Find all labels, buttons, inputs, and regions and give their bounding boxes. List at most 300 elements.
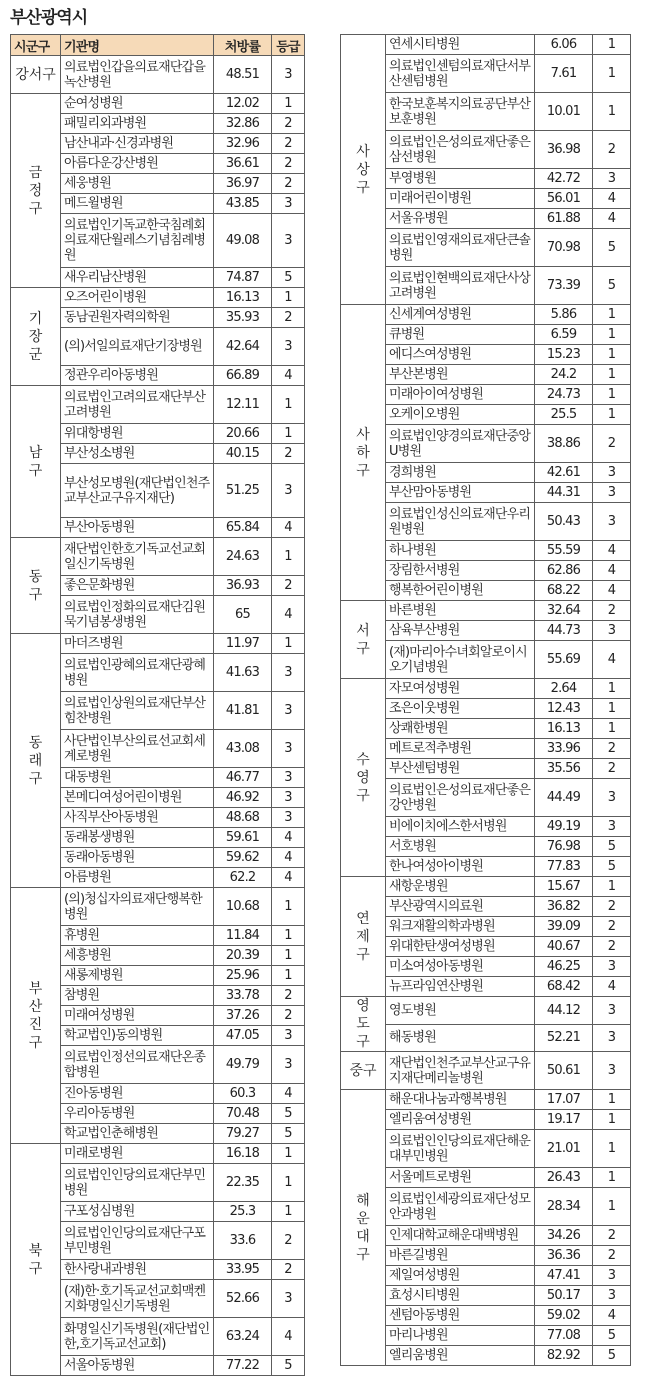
rate-value: 70.98 bbox=[535, 229, 593, 267]
institution-name: 부산성모병원(재단법인천주교부산교구유지재단) bbox=[61, 464, 214, 518]
institution-name: 마더즈병원 bbox=[61, 634, 214, 654]
institution-name: 비에이치에스한서병원 bbox=[386, 817, 535, 837]
district-cell: 동 래 구 bbox=[11, 634, 61, 888]
rate-value: 44.12 bbox=[535, 997, 593, 1025]
grade-value: 2 bbox=[593, 1226, 631, 1246]
rate-value: 37.26 bbox=[214, 1006, 272, 1026]
rate-value: 74.87 bbox=[214, 268, 272, 288]
institution-name: 부산성소병원 bbox=[61, 444, 214, 464]
rate-value: 25.5 bbox=[535, 405, 593, 425]
grade-value: 2 bbox=[593, 425, 631, 463]
institution-name: 동래봉생병원 bbox=[61, 828, 214, 848]
grade-value: 3 bbox=[593, 817, 631, 837]
institution-name: 의료법인정화의료재단김원묵기념봉생병원 bbox=[61, 596, 214, 634]
institution-name: (재)한·호기독교선교회맥켄지화명일신기독병원 bbox=[61, 1280, 214, 1318]
grade-value: 1 bbox=[593, 679, 631, 699]
institution-name: 삼육부산병원 bbox=[386, 621, 535, 641]
table-row bbox=[11, 634, 305, 654]
grade-value: 4 bbox=[593, 209, 631, 229]
rate-value: 62.2 bbox=[214, 868, 272, 888]
institution-name: 참병원 bbox=[61, 986, 214, 1006]
institution-name: 아름병원 bbox=[61, 868, 214, 888]
table-row bbox=[11, 888, 305, 926]
rate-value: 73.39 bbox=[535, 267, 593, 305]
grade-value: 1 bbox=[272, 966, 305, 986]
table-row bbox=[11, 386, 305, 424]
grade-value: 1 bbox=[272, 1202, 305, 1222]
grade-value: 5 bbox=[272, 1104, 305, 1124]
grade-value: 1 bbox=[593, 1130, 631, 1168]
institution-name: 진아동병원 bbox=[61, 1084, 214, 1104]
institution-name: 사단법인부산의료선교회세계로병원 bbox=[61, 730, 214, 768]
grade-value: 4 bbox=[272, 848, 305, 868]
institution-name: 의료법인영재의료재단큰솔병원 bbox=[386, 229, 535, 267]
institution-name: 의료법인갑을의료재단갑을녹산병원 bbox=[61, 56, 214, 94]
rate-value: 22.35 bbox=[214, 1164, 272, 1202]
institution-name: 의료법인인당의료재단해운대부민병원 bbox=[386, 1130, 535, 1168]
rate-value: 61.88 bbox=[535, 209, 593, 229]
rate-value: 59.61 bbox=[214, 828, 272, 848]
grade-value: 2 bbox=[272, 986, 305, 1006]
institution-name: 새우리남산병원 bbox=[61, 268, 214, 288]
institution-name: 의료법인고려의료재단부산고려병원 bbox=[61, 386, 214, 424]
header-row bbox=[11, 35, 305, 56]
rate-value: 50.61 bbox=[535, 1052, 593, 1090]
rate-value: 12.02 bbox=[214, 94, 272, 114]
rate-value: 82.92 bbox=[535, 1346, 593, 1366]
institution-name: 미래로병원 bbox=[61, 1144, 214, 1164]
grade-value: 2 bbox=[272, 308, 305, 328]
institution-name: 미래여성병원 bbox=[61, 1006, 214, 1026]
institution-name: 우리아동병원 bbox=[61, 1104, 214, 1124]
institution-name: 오케이오병원 bbox=[386, 405, 535, 425]
right-table bbox=[340, 34, 631, 1366]
grade-value: 2 bbox=[593, 917, 631, 937]
grade-value: 5 bbox=[593, 857, 631, 877]
rate-value: 35.56 bbox=[535, 759, 593, 779]
institution-name: (재)마리아수녀회알로이시오기념병원 bbox=[386, 641, 535, 679]
institution-name: 큐병원 bbox=[386, 325, 535, 345]
grade-value: 3 bbox=[272, 214, 305, 268]
institution-name: 재단법인한호기독교선교회일신기독병원 bbox=[61, 538, 214, 576]
institution-name: 동래아동병원 bbox=[61, 848, 214, 868]
grade-value: 1 bbox=[593, 877, 631, 897]
rate-value: 76.98 bbox=[535, 837, 593, 857]
rate-value: 52.21 bbox=[535, 1024, 593, 1052]
institution-name: 의료법인정선의료재단온종합병원 bbox=[61, 1046, 214, 1084]
district-cell: 금 정 구 bbox=[11, 94, 61, 288]
district-cell: 동 구 bbox=[11, 538, 61, 634]
page-title: 부산광역시 bbox=[10, 8, 88, 28]
rate-value: 32.96 bbox=[214, 134, 272, 154]
rate-value: 10.68 bbox=[214, 888, 272, 926]
grade-value: 4 bbox=[272, 828, 305, 848]
institution-name: 휴병원 bbox=[61, 926, 214, 946]
institution-name: 패밀리외과병원 bbox=[61, 114, 214, 134]
institution-name: 의료법인성신의료재단우리원병원 bbox=[386, 503, 535, 541]
rate-value: 25.96 bbox=[214, 966, 272, 986]
institution-name: 세흥병원 bbox=[61, 946, 214, 966]
grade-value: 4 bbox=[593, 581, 631, 601]
rate-value: 2.64 bbox=[535, 679, 593, 699]
grade-value: 1 bbox=[593, 305, 631, 325]
institution-name: 새롱제병원 bbox=[61, 966, 214, 986]
grade-value: 3 bbox=[272, 194, 305, 214]
table-row bbox=[341, 1052, 631, 1090]
grade-value: 1 bbox=[593, 405, 631, 425]
left-table bbox=[10, 34, 305, 1376]
grade-value: 4 bbox=[272, 1318, 305, 1356]
rate-value: 65.84 bbox=[214, 518, 272, 538]
grade-value: 1 bbox=[272, 94, 305, 114]
institution-name: 부산맘아동병원 bbox=[386, 483, 535, 503]
district-cell: 사 상 구 bbox=[341, 35, 386, 305]
rate-value: 33.78 bbox=[214, 986, 272, 1006]
grade-value: 1 bbox=[272, 1164, 305, 1202]
rate-value: 49.79 bbox=[214, 1046, 272, 1084]
institution-name: 본메디여성어린이병원 bbox=[61, 788, 214, 808]
district-cell: 중구 bbox=[341, 1052, 386, 1090]
rate-value: 65 bbox=[214, 596, 272, 634]
grade-value: 3 bbox=[272, 788, 305, 808]
rate-value: 6.59 bbox=[535, 325, 593, 345]
table-row bbox=[11, 56, 305, 94]
grade-value: 1 bbox=[272, 926, 305, 946]
grade-value: 5 bbox=[272, 1124, 305, 1144]
institution-name: 의료법인기독교한국침례회의료재단월레스기념침례병원 bbox=[61, 214, 214, 268]
grade-value: 4 bbox=[593, 541, 631, 561]
rate-value: 24.63 bbox=[214, 538, 272, 576]
rate-value: 32.64 bbox=[535, 601, 593, 621]
table-row bbox=[341, 1090, 631, 1110]
grade-value: 5 bbox=[593, 837, 631, 857]
institution-name: 뉴프라임연산병원 bbox=[386, 977, 535, 997]
grade-value: 3 bbox=[593, 1266, 631, 1286]
rate-value: 41.63 bbox=[214, 654, 272, 692]
grade-value: 3 bbox=[272, 1026, 305, 1046]
district-cell: 영 도 구 bbox=[341, 997, 386, 1052]
rate-value: 77.83 bbox=[535, 857, 593, 877]
institution-name: 행복한어린이병원 bbox=[386, 581, 535, 601]
institution-name: 신세계여성병원 bbox=[386, 305, 535, 325]
grade-value: 2 bbox=[593, 897, 631, 917]
grade-value: 1 bbox=[593, 35, 631, 55]
rate-value: 50.17 bbox=[535, 1286, 593, 1306]
grade-value: 3 bbox=[272, 730, 305, 768]
table-row bbox=[11, 1144, 305, 1164]
institution-name: 순여성병원 bbox=[61, 94, 214, 114]
institution-name: 상쾌한병원 bbox=[386, 719, 535, 739]
grade-value: 1 bbox=[593, 699, 631, 719]
institution-name: 메트로적추병원 bbox=[386, 739, 535, 759]
grade-value: 3 bbox=[272, 654, 305, 692]
institution-name: 의료법인은성의료재단좋은삼선병원 bbox=[386, 131, 535, 169]
rate-value: 42.72 bbox=[535, 169, 593, 189]
rate-value: 36.93 bbox=[214, 576, 272, 596]
grade-value: 1 bbox=[593, 719, 631, 739]
rate-value: 36.98 bbox=[535, 131, 593, 169]
rate-value: 44.73 bbox=[535, 621, 593, 641]
grade-value: 4 bbox=[593, 1306, 631, 1326]
institution-name: 미소여성아동병원 bbox=[386, 957, 535, 977]
rate-value: 32.86 bbox=[214, 114, 272, 134]
rate-value: 24.2 bbox=[535, 365, 593, 385]
left-table-body bbox=[11, 56, 305, 1376]
rate-value: 16.18 bbox=[214, 1144, 272, 1164]
grade-value: 3 bbox=[593, 779, 631, 817]
institution-name: 의료법인광혜의료재단광혜병원 bbox=[61, 654, 214, 692]
institution-name: (의)청십자의료재단행복한병원 bbox=[61, 888, 214, 926]
institution-name: 바른병원 bbox=[386, 601, 535, 621]
grade-value: 1 bbox=[593, 1168, 631, 1188]
rate-value: 41.81 bbox=[214, 692, 272, 730]
grade-value: 1 bbox=[272, 288, 305, 308]
rate-value: 63.24 bbox=[214, 1318, 272, 1356]
institution-name: 부산아동병원 bbox=[61, 518, 214, 538]
grade-value: 1 bbox=[593, 1090, 631, 1110]
rate-value: 15.67 bbox=[535, 877, 593, 897]
rate-value: 12.43 bbox=[535, 699, 593, 719]
grade-value: 3 bbox=[593, 1286, 631, 1306]
rate-value: 68.42 bbox=[535, 977, 593, 997]
rate-value: 62.86 bbox=[535, 561, 593, 581]
grade-value: 3 bbox=[593, 957, 631, 977]
institution-name: 부영병원 bbox=[386, 169, 535, 189]
institution-name: 학교법인)동의병원 bbox=[61, 1026, 214, 1046]
institution-name: 의료법인인당의료재단부민병원 bbox=[61, 1164, 214, 1202]
rate-value: 20.66 bbox=[214, 424, 272, 444]
district-cell: 연 제 구 bbox=[341, 877, 386, 997]
grade-value: 3 bbox=[593, 621, 631, 641]
grade-value: 3 bbox=[272, 464, 305, 518]
institution-name: 정관우리아동병원 bbox=[61, 366, 214, 386]
rate-value: 24.73 bbox=[535, 385, 593, 405]
rate-value: 28.34 bbox=[535, 1188, 593, 1226]
rate-value: 7.61 bbox=[535, 55, 593, 93]
grade-value: 2 bbox=[272, 1222, 305, 1260]
institution-name: 서울아동병원 bbox=[61, 1356, 214, 1376]
grade-value: 4 bbox=[272, 518, 305, 538]
grade-value: 4 bbox=[272, 366, 305, 386]
grade-value: 1 bbox=[272, 634, 305, 654]
institution-name: 연세시티병원 bbox=[386, 35, 535, 55]
institution-name: 의료법인상원의료재단부산힘찬병원 bbox=[61, 692, 214, 730]
rate-value: 42.64 bbox=[214, 328, 272, 366]
rate-value: 44.31 bbox=[535, 483, 593, 503]
grade-value: 2 bbox=[272, 154, 305, 174]
rate-value: 56.01 bbox=[535, 189, 593, 209]
grade-value: 2 bbox=[593, 1246, 631, 1266]
grade-value: 3 bbox=[593, 1052, 631, 1090]
rate-value: 10.01 bbox=[535, 93, 593, 131]
institution-name: 의료법인인당의료재단구포부민병원 bbox=[61, 1222, 214, 1260]
district-cell: 남 구 bbox=[11, 386, 61, 538]
rate-value: 59.62 bbox=[214, 848, 272, 868]
rate-value: 11.84 bbox=[214, 926, 272, 946]
rate-value: 50.43 bbox=[535, 503, 593, 541]
rate-value: 77.22 bbox=[214, 1356, 272, 1376]
institution-name: 경희병원 bbox=[386, 463, 535, 483]
grade-value: 2 bbox=[272, 444, 305, 464]
grade-value: 4 bbox=[593, 641, 631, 679]
rate-value: 68.22 bbox=[535, 581, 593, 601]
rate-value: 79.27 bbox=[214, 1124, 272, 1144]
rate-value: 49.19 bbox=[535, 817, 593, 837]
institution-name: 제일여성병원 bbox=[386, 1266, 535, 1286]
grade-value: 1 bbox=[593, 1188, 631, 1226]
institution-name: 남산내과·신경과병원 bbox=[61, 134, 214, 154]
grade-value: 1 bbox=[593, 1110, 631, 1130]
grade-value: 3 bbox=[272, 56, 305, 94]
rate-value: 55.59 bbox=[535, 541, 593, 561]
rate-value: 51.25 bbox=[214, 464, 272, 518]
rate-value: 46.77 bbox=[214, 768, 272, 788]
grade-value: 1 bbox=[593, 55, 631, 93]
grade-value: 2 bbox=[593, 739, 631, 759]
table-row bbox=[341, 35, 631, 55]
institution-name: 엘리움병원 bbox=[386, 1346, 535, 1366]
grade-value: 4 bbox=[593, 561, 631, 581]
rate-value: 49.08 bbox=[214, 214, 272, 268]
grade-value: 5 bbox=[593, 267, 631, 305]
grade-value: 2 bbox=[272, 1260, 305, 1280]
grade-value: 4 bbox=[593, 189, 631, 209]
rate-value: 34.26 bbox=[535, 1226, 593, 1246]
rate-value: 55.69 bbox=[535, 641, 593, 679]
rate-value: 36.36 bbox=[535, 1246, 593, 1266]
institution-name: 효성시티병원 bbox=[386, 1286, 535, 1306]
table-row bbox=[11, 538, 305, 576]
rate-value: 19.17 bbox=[535, 1110, 593, 1130]
rate-value: 33.6 bbox=[214, 1222, 272, 1260]
district-cell: 해 운 대 구 bbox=[341, 1090, 386, 1366]
institution-name: 화명일신기독병원(재단법인한,호기독교선교회) bbox=[61, 1318, 214, 1356]
rate-value: 47.41 bbox=[535, 1266, 593, 1286]
institution-name: 에디스여성병원 bbox=[386, 345, 535, 365]
institution-name: 마리나병원 bbox=[386, 1326, 535, 1346]
grade-value: 1 bbox=[593, 325, 631, 345]
institution-name: (의)서일의료재단기장병원 bbox=[61, 328, 214, 366]
grade-value: 1 bbox=[272, 538, 305, 576]
institution-name: 의료법인양경의료재단중앙U병원 bbox=[386, 425, 535, 463]
rate-value: 21.01 bbox=[535, 1130, 593, 1168]
institution-name: 해운대나눔과행복병원 bbox=[386, 1090, 535, 1110]
grade-value: 1 bbox=[593, 385, 631, 405]
rate-value: 77.08 bbox=[535, 1326, 593, 1346]
table-row bbox=[341, 997, 631, 1025]
table-row bbox=[341, 877, 631, 897]
rate-value: 60.3 bbox=[214, 1084, 272, 1104]
rate-value: 66.89 bbox=[214, 366, 272, 386]
institution-name: 한국보훈복지의료공단부산보훈병원 bbox=[386, 93, 535, 131]
institution-name: 서호병원 bbox=[386, 837, 535, 857]
rate-value: 25.3 bbox=[214, 1202, 272, 1222]
rate-value: 52.66 bbox=[214, 1280, 272, 1318]
institution-name: 부산본병원 bbox=[386, 365, 535, 385]
district-cell: 수 영 구 bbox=[341, 679, 386, 877]
rate-value: 40.67 bbox=[535, 937, 593, 957]
table-row bbox=[341, 305, 631, 325]
grade-value: 1 bbox=[272, 1144, 305, 1164]
rate-value: 16.13 bbox=[535, 719, 593, 739]
institution-name: 위대항병원 bbox=[61, 424, 214, 444]
grade-value: 1 bbox=[272, 946, 305, 966]
rate-value: 5.86 bbox=[535, 305, 593, 325]
institution-name: 구포성심병원 bbox=[61, 1202, 214, 1222]
rate-value: 36.97 bbox=[214, 174, 272, 194]
grade-value: 2 bbox=[272, 1006, 305, 1026]
grade-value: 2 bbox=[272, 114, 305, 134]
table-row bbox=[341, 679, 631, 699]
rate-value: 59.02 bbox=[535, 1306, 593, 1326]
grade-value: 2 bbox=[272, 174, 305, 194]
institution-name: 해동병원 bbox=[386, 1024, 535, 1052]
institution-name: 영도병원 bbox=[386, 997, 535, 1025]
grade-value: 4 bbox=[272, 868, 305, 888]
institution-name: 메드윌병원 bbox=[61, 194, 214, 214]
grade-value: 3 bbox=[593, 483, 631, 503]
district-cell: 사 하 구 bbox=[341, 305, 386, 601]
institution-name: 사직부산아동병원 bbox=[61, 808, 214, 828]
grade-value: 5 bbox=[593, 229, 631, 267]
institution-name: 위대한탄생여성병원 bbox=[386, 937, 535, 957]
institution-name: 오즈어린이병원 bbox=[61, 288, 214, 308]
institution-name: 재단법인천주교부산교구유지재단메리놀병원 bbox=[386, 1052, 535, 1090]
institution-name: 의료법인현백의료재단사상고려병원 bbox=[386, 267, 535, 305]
institution-name: 장림한서병원 bbox=[386, 561, 535, 581]
rate-value: 35.93 bbox=[214, 308, 272, 328]
grade-value: 3 bbox=[593, 169, 631, 189]
grade-value: 3 bbox=[272, 768, 305, 788]
institution-name: 한나여성아이병원 bbox=[386, 857, 535, 877]
grade-value: 3 bbox=[272, 1280, 305, 1318]
institution-name: 인제대학교해운대백병원 bbox=[386, 1226, 535, 1246]
rate-value: 39.09 bbox=[535, 917, 593, 937]
district-cell: 강서구 bbox=[11, 56, 61, 94]
rate-value: 43.85 bbox=[214, 194, 272, 214]
institution-name: 좋은문화병원 bbox=[61, 576, 214, 596]
rate-value: 46.25 bbox=[535, 957, 593, 977]
grade-value: 4 bbox=[593, 977, 631, 997]
institution-name: 의료법인세광의료재단성모안과병원 bbox=[386, 1188, 535, 1226]
grade-value: 2 bbox=[272, 134, 305, 154]
grade-value: 1 bbox=[593, 93, 631, 131]
rate-value: 42.61 bbox=[535, 463, 593, 483]
institution-name: 조은이웃병원 bbox=[386, 699, 535, 719]
grade-value: 1 bbox=[272, 888, 305, 926]
grade-value: 3 bbox=[272, 808, 305, 828]
rate-value: 6.06 bbox=[535, 35, 593, 55]
rate-value: 46.92 bbox=[214, 788, 272, 808]
rate-value: 70.48 bbox=[214, 1104, 272, 1124]
grade-value: 5 bbox=[593, 1346, 631, 1366]
grade-value: 1 bbox=[593, 345, 631, 365]
rate-value: 12.11 bbox=[214, 386, 272, 424]
header-grade: 등급 bbox=[272, 35, 305, 56]
district-cell: 서 구 bbox=[341, 601, 386, 679]
rate-value: 17.07 bbox=[535, 1090, 593, 1110]
institution-name: 세웅병원 bbox=[61, 174, 214, 194]
institution-name: 엘리움여성병원 bbox=[386, 1110, 535, 1130]
grade-value: 2 bbox=[593, 601, 631, 621]
district-cell: 부 산 진 구 bbox=[11, 888, 61, 1144]
institution-name: 아름다운강산병원 bbox=[61, 154, 214, 174]
table-row bbox=[11, 94, 305, 114]
rate-value: 26.43 bbox=[535, 1168, 593, 1188]
right-table-body bbox=[341, 35, 631, 1366]
institution-name: 미래어린이병원 bbox=[386, 189, 535, 209]
rate-value: 11.97 bbox=[214, 634, 272, 654]
